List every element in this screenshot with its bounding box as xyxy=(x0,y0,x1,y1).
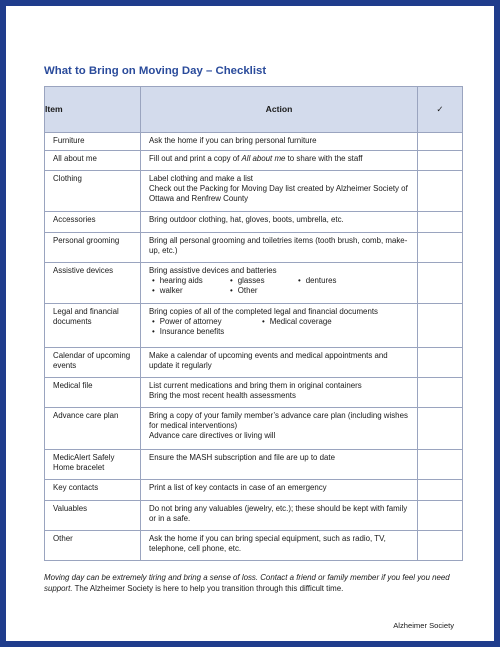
row-item: Clothing xyxy=(45,171,141,212)
checkbox-cell[interactable] xyxy=(418,450,463,480)
row-action xyxy=(141,233,418,263)
row-action xyxy=(141,263,418,304)
row-action xyxy=(141,151,418,171)
checkbox-cell[interactable] xyxy=(418,171,463,212)
action-line: Bring all personal grooming and toiletries items (tooth brush, comb, make-up, etc.) xyxy=(149,236,408,256)
row-item: Advance care plan xyxy=(45,408,141,450)
action-line: Bring the most recent health assessments xyxy=(149,391,296,401)
row-action xyxy=(141,171,418,212)
row-item: Legal and financial documents xyxy=(45,304,141,348)
table-row xyxy=(45,531,463,561)
action-line: List current medications and bring them in original containers xyxy=(149,381,362,390)
checkbox-cell[interactable] xyxy=(418,151,463,171)
row-action xyxy=(141,348,418,378)
bullet-item: • Other xyxy=(230,286,258,296)
bullet-item: • Insurance benefits xyxy=(149,327,262,337)
row-item: MedicAlert Safely Home bracelet xyxy=(45,450,141,480)
table-row xyxy=(45,171,463,212)
row-action xyxy=(141,304,418,348)
checkbox-cell[interactable] xyxy=(418,304,463,348)
table-row xyxy=(45,151,463,171)
header-action: Action xyxy=(141,87,418,133)
table-row xyxy=(45,378,463,408)
action-text: to share with the staff xyxy=(285,154,363,163)
checkbox-cell[interactable] xyxy=(418,531,463,561)
checkbox-cell[interactable] xyxy=(418,480,463,501)
row-action xyxy=(141,450,418,480)
bullet-row xyxy=(149,286,411,296)
alzheimer-society-logo: Alzheimer Society xyxy=(393,621,454,630)
row-action xyxy=(141,480,418,501)
row-item: All about me xyxy=(45,151,141,171)
bullet-item: • Medical coverage xyxy=(262,317,332,327)
checkbox-cell[interactable] xyxy=(418,263,463,304)
row-action xyxy=(141,408,418,450)
bullet-item: • dentures xyxy=(298,276,336,286)
action-emphasis: All about me xyxy=(241,154,286,163)
table-row xyxy=(45,408,463,450)
row-item: Medical file xyxy=(45,378,141,408)
table-row xyxy=(45,480,463,501)
bullet-row xyxy=(149,327,411,337)
checkbox-cell[interactable] xyxy=(418,408,463,450)
table-row xyxy=(45,133,463,151)
table-row xyxy=(45,348,463,378)
row-action xyxy=(141,212,418,233)
action-line: Bring outdoor clothing, hat, gloves, boots, umbrella, etc. xyxy=(149,215,344,224)
table-row xyxy=(45,263,463,304)
row-item: Accessories xyxy=(45,212,141,233)
action-line: Bring a copy of your family member’s advance care plan (including wishes for medical interventions) xyxy=(149,411,408,431)
bullet-item: • hearing aids xyxy=(149,276,230,286)
checkbox-cell[interactable] xyxy=(418,233,463,263)
row-action xyxy=(141,531,418,561)
page-title: What to Bring on Moving Day – Checklist xyxy=(44,65,267,77)
row-action xyxy=(141,501,418,531)
checkbox-cell[interactable] xyxy=(418,501,463,531)
table-row xyxy=(45,450,463,480)
table-row xyxy=(45,233,463,263)
row-item: Valuables xyxy=(45,501,141,531)
row-item: Personal grooming xyxy=(45,233,141,263)
bullet-row xyxy=(149,317,411,327)
action-text: Fill out and print a copy of xyxy=(149,154,242,163)
row-item: Furniture xyxy=(45,133,141,151)
bullet-item: • walker xyxy=(149,286,230,296)
checkbox-cell[interactable] xyxy=(418,133,463,151)
action-line: Advance care directives or living will xyxy=(149,431,276,441)
table-row xyxy=(45,304,463,348)
row-action xyxy=(141,133,418,151)
action-line: Make a calendar of upcoming events and medical appointments and update it regularly xyxy=(149,351,388,371)
action-line: Ask the home if you can bring personal furniture xyxy=(149,136,317,145)
header-item: Item xyxy=(45,87,141,133)
action-line: Ensure the MASH subscription and file are up to date xyxy=(149,453,335,462)
row-item: Key contacts xyxy=(45,480,141,501)
footer-plain: The Alzheimer Society is here to help you transition through this difficult time. xyxy=(72,584,344,594)
table-header-row xyxy=(45,87,463,133)
row-action xyxy=(141,378,418,408)
checkbox-cell[interactable] xyxy=(418,348,463,378)
header-check: ✓ xyxy=(418,87,463,133)
bullet-item: • Power of attorney xyxy=(149,317,262,327)
row-item: Assistive devices xyxy=(45,263,141,304)
action-line: Bring assistive devices and batteries xyxy=(149,266,277,275)
action-line: Bring copies of all of the completed legal and financial documents xyxy=(149,307,378,316)
action-line xyxy=(149,154,411,164)
action-line: Check out the Packing for Moving Day list created by Alzheimer Society of Ottawa and Renfrew County xyxy=(149,184,408,204)
footer-italic: Moving day can be extremely tiring and bring a sense of loss. Contact a friend or family member if you feel you need support. xyxy=(44,573,450,594)
bullet-row xyxy=(149,276,411,286)
footer-note xyxy=(44,572,470,594)
table-row xyxy=(45,212,463,233)
action-line: Print a list of key contacts in case of an emergency xyxy=(149,483,327,492)
checkbox-cell[interactable] xyxy=(418,212,463,233)
action-line: Label clothing and make a list xyxy=(149,174,253,183)
checklist-table xyxy=(44,86,463,561)
bullet-item: • glasses xyxy=(230,276,298,286)
row-item: Calendar of upcoming events xyxy=(45,348,141,378)
table-row xyxy=(45,501,463,531)
row-item: Other xyxy=(45,531,141,561)
action-line: Ask the home if you can bring special equipment, such as radio, TV, telephone, cell phone, etc. xyxy=(149,534,386,554)
action-line: Do not bring any valuables (jewelry, etc.); these should be kept with family or in a safe. xyxy=(149,504,408,524)
checkbox-cell[interactable] xyxy=(418,378,463,408)
